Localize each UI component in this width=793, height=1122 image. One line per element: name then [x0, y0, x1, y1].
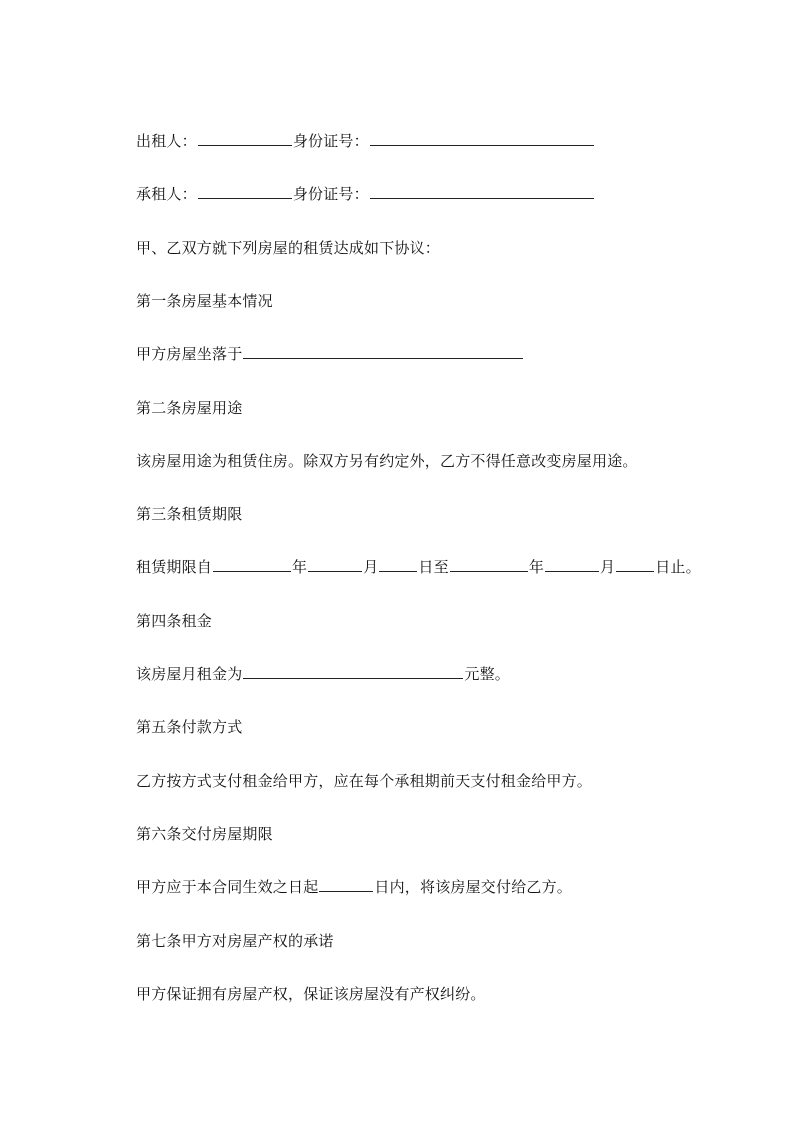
start-month-blank[interactable]	[308, 557, 362, 572]
article-2-text: 该房屋用途为租赁住房。除双方另有约定外，乙方不得任意改变房屋用途。	[136, 452, 638, 470]
article-4-title: 第四条租金	[136, 612, 213, 630]
rent-suffix: 元整。	[464, 665, 511, 683]
end-month-blank[interactable]	[545, 557, 599, 572]
article-4-line	[136, 664, 510, 684]
start-month-label: 月	[363, 558, 379, 576]
end-day-blank[interactable]	[616, 557, 654, 572]
end-year-label: 年	[528, 558, 545, 576]
article-5-text: 乙方按方式支付租金给甲方，应在每个承租期前天支付租金给甲方。	[136, 772, 593, 790]
article-1-text: 甲方房屋坐落于	[136, 345, 243, 363]
end-year-blank[interactable]	[450, 557, 528, 572]
rent-prefix: 该房屋月租金为	[136, 665, 243, 683]
start-year-blank[interactable]	[213, 557, 291, 572]
delivery-prefix: 甲方应于本合同生效之日起	[136, 878, 319, 896]
delivery-days-blank[interactable]	[319, 877, 373, 892]
lessor-label: 出租人：	[136, 132, 197, 150]
start-year-label: 年	[292, 558, 308, 576]
article-7-title: 第七条甲方对房屋产权的承诺	[136, 932, 334, 950]
delivery-suffix: 日内，将该房屋交付给乙方。	[374, 878, 573, 896]
lessee-line	[136, 184, 595, 204]
lessee-id-blank[interactable]	[370, 184, 594, 199]
lessor-id-label: 身份证号：	[292, 132, 369, 150]
article-6-line	[136, 877, 572, 897]
intro-paragraph: 甲、乙双方就下列房屋的租赁达成如下协议：	[136, 239, 441, 257]
article-3-line	[136, 557, 701, 577]
monthly-rent-blank[interactable]	[243, 664, 463, 679]
lessee-name-blank[interactable]	[198, 184, 292, 199]
end-day-label: 日止。	[655, 558, 701, 576]
lessor-line	[136, 131, 595, 151]
lessee-id-label: 身份证号：	[292, 185, 369, 203]
start-day-blank[interactable]	[379, 557, 417, 572]
article-5-title: 第五条付款方式	[136, 718, 243, 736]
lessee-label: 承租人：	[136, 185, 197, 203]
end-month-label: 月	[600, 558, 616, 576]
article-1-line	[136, 344, 524, 364]
lessor-id-blank[interactable]	[370, 131, 594, 146]
lease-term-prefix: 租赁期限自	[136, 558, 213, 576]
property-location-blank[interactable]	[243, 344, 523, 359]
article-7-text: 甲方保证拥有房屋产权，保证该房屋没有产权纠纷。	[136, 985, 486, 1003]
article-6-title: 第六条交付房屋期限	[136, 825, 273, 843]
article-1-title: 第一条房屋基本情况	[136, 292, 273, 310]
article-3-title: 第三条租赁期限	[136, 505, 243, 523]
start-day-label: 日至	[418, 558, 449, 576]
lessor-name-blank[interactable]	[198, 131, 292, 146]
article-2-title: 第二条房屋用途	[136, 399, 243, 417]
